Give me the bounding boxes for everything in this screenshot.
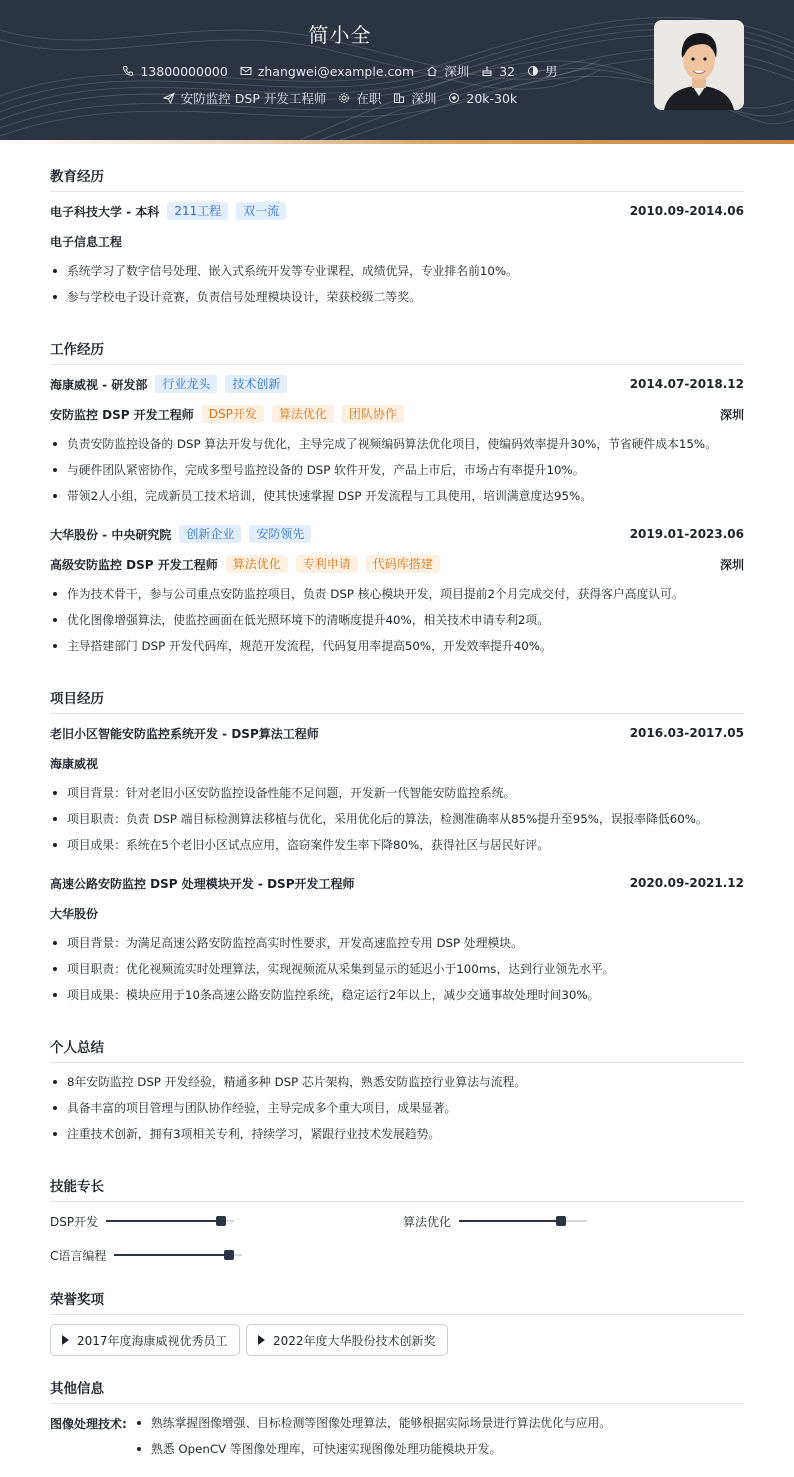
education-bullet: 系统学习了数字信号处理、嵌入式系统开发等专业课程，成绩优异，专业排名前10%。 (50, 263, 744, 279)
avatar-portrait (654, 20, 744, 110)
summary-bullet: 注重技术创新，拥有3项相关专利，持续学习，紧跟行业技术发展趋势。 (50, 1126, 744, 1142)
age-text: 32 (499, 63, 516, 79)
project-bullet: 项目职责：优化视频流实时处理算法，实现视频流从采集到显示的延迟小于100ms，达到行业领先水平。 (50, 961, 744, 977)
skill-level-bar (114, 1254, 242, 1256)
job-city: 深圳 (719, 557, 744, 572)
status-item (338, 89, 381, 107)
play-triangle-icon (258, 1335, 265, 1345)
job-role: 安防监控 DSP 开发工程师 (50, 407, 194, 422)
project-bullet: 项目成果：系统在5个老旧小区试点应用，盗窃案件发生率下降80%，获得社区与居民好评。 (50, 837, 744, 853)
school-tag: 211工程 (167, 202, 228, 220)
job-role-row (50, 405, 744, 423)
other-section-title: 其他信息 (50, 1377, 744, 1404)
job-intent-row (0, 89, 680, 107)
education-bullet: 参与学校电子设计竞赛，负责信号处理模块设计，荣获校级二等奖。 (50, 289, 744, 305)
project-company: 大华股份 (50, 906, 99, 921)
project-company: 海康威视 (50, 756, 99, 771)
location-item (426, 62, 469, 80)
projects-section-title: 项目经历 (50, 687, 744, 714)
other-label: 图像处理技术: (50, 1417, 127, 1431)
project-header-row (50, 724, 744, 742)
profile-photo (654, 20, 744, 110)
status-text: 在职 (356, 91, 382, 106)
education-date: 2010.09-2014.06 (629, 204, 744, 218)
gender-text: 男 (545, 64, 558, 79)
skill-name: DSP开发 (50, 1214, 99, 1229)
major-name: 电子信息工程 (50, 234, 123, 249)
skills-section-title: 技能专长 (50, 1175, 744, 1202)
job-role: 高级安防监控 DSP 开发工程师 (50, 557, 218, 572)
target-city-text: 深圳 (411, 91, 437, 106)
role-tag: 专利申请 (296, 555, 358, 573)
honors-section-title: 荣誉奖项 (50, 1288, 744, 1315)
project-header-row (50, 874, 744, 892)
project-name: 高速公路安防监控 DSP 处理模块开发 - DSP开发工程师 (50, 876, 355, 891)
job-bullet: 主导搭建部门 DSP 开发代码库，规范开发流程，代码复用率提高50%，开发效率提升40%。 (50, 638, 744, 654)
project-name: 老旧小区智能安防监控系统开发 - DSP算法工程师 (50, 726, 319, 741)
project-bullet: 项目职责：负责 DSP 端目标检测算法移植与优化，采用优化后的算法，检测准确率从85%提升至95%，误报率降低60%。 (50, 811, 744, 827)
skill-level-fill (459, 1220, 561, 1222)
job-header-row (50, 525, 744, 543)
company-tag: 技术创新 (225, 375, 287, 393)
skill-item (50, 1246, 242, 1264)
education-section-title: 教育经历 (50, 165, 744, 192)
role-tag: DSP开发 (202, 405, 264, 423)
job-bullet: 带领2人小组，完成新员工技术培训，使其快速掌握 DSP 开发流程与工具使用，培训满意度达95%。 (50, 488, 744, 504)
location-text: 深圳 (444, 64, 470, 79)
job-target-text: 安防监控 DSP 开发工程师 (180, 91, 327, 106)
phone-item (122, 64, 227, 79)
summary-bullet: 8年安防监控 DSP 开发经验，精通多种 DSP 芯片架构，熟悉安防监控行业算法与流程。 (50, 1074, 744, 1090)
job-bullet: 与硬件团队紧密协作，完成多型号监控设备的 DSP 软件开发，产品上市后，市场占有率提升10%。 (50, 462, 744, 478)
gender-item (527, 62, 558, 80)
job-date: 2014.07-2018.12 (629, 377, 744, 391)
phone-text: 13800000000 (140, 63, 228, 79)
mail-icon (240, 65, 252, 77)
honor-item (246, 1324, 448, 1356)
job-city: 深圳 (719, 407, 744, 422)
contact-info-row (0, 62, 680, 80)
job-target-item (163, 89, 327, 107)
company-tag: 行业龙头 (155, 375, 217, 393)
company-name: 大华股份 - 中央研究院 (50, 527, 172, 542)
email-item (240, 64, 414, 79)
salary-text: 20k-30k (466, 90, 518, 106)
gear-icon (338, 92, 350, 104)
school-name: 电子科技大学 - 本科 (50, 204, 160, 219)
role-tag: 算法优化 (272, 405, 334, 423)
skill-level-bar (459, 1220, 587, 1222)
home-icon (426, 65, 438, 77)
other-bullet: 熟悉 OpenCV 等图像处理库，可快速实现图像处理功能模块开发。 (134, 1441, 744, 1457)
company-tag: 安防领先 (249, 525, 311, 543)
summary-section-title: 个人总结 (50, 1036, 744, 1063)
project-bullet: 项目背景：针对老旧小区安防监控设备性能不足问题，开发新一代智能安防监控系统。 (50, 785, 744, 801)
skill-level-fill (114, 1254, 229, 1256)
skill-item (50, 1212, 234, 1230)
gender-icon (527, 65, 539, 77)
other-bullet: 熟练掌握图像增强、目标检测等图像处理算法，能够根据实际场景进行算法优化与应用。 (134, 1415, 744, 1431)
job-header-row (50, 375, 744, 393)
school-tag: 双一流 (236, 202, 286, 220)
skill-level-fill (106, 1220, 221, 1222)
skill-level-knob (224, 1250, 234, 1260)
skill-item (403, 1212, 587, 1230)
job-date: 2019.01-2023.06 (629, 527, 744, 541)
role-tag: 团队协作 (342, 405, 404, 423)
summary-bullet: 具备丰富的项目管理与团队协作经验，主导完成多个重大项目，成果显著。 (50, 1100, 744, 1116)
coin-icon (448, 92, 460, 104)
phone-icon (122, 65, 134, 77)
project-company-row (50, 754, 744, 772)
candidate-name: 简小全 (308, 23, 372, 47)
salary-item (448, 91, 517, 106)
job-bullet: 作为技术骨干，参与公司重点安防监控项目，负责 DSP 核心模块开发，项目提前2个月完成交付，获得客户高度认可。 (50, 586, 744, 602)
job-bullet: 优化图像增强算法，使监控画面在低光照环境下的清晰度提升40%，相关技术申请专利2项。 (50, 612, 744, 628)
age-item (481, 64, 515, 79)
job-bullet: 负责安防监控设备的 DSP 算法开发与优化，主导完成了视频编码算法优化项目，使编码效率提升30%，节省硬件成本15%。 (50, 436, 744, 452)
role-tag: 算法优化 (226, 555, 288, 573)
major-row (50, 232, 744, 250)
education-header-row (50, 202, 744, 220)
skill-level-bar (106, 1220, 234, 1222)
job-role-row (50, 555, 744, 573)
honor-text: 2022年度大华股份技术创新奖 (273, 1333, 436, 1348)
email-text: zhangwei@example.com (257, 63, 415, 79)
project-bullet: 项目成果：模块应用于10条高速公路安防监控系统，稳定运行2年以上，减少交通事故处理时间30%。 (50, 987, 744, 1003)
company-name: 海康威视 - 研发部 (50, 377, 148, 392)
target-city-item (393, 89, 436, 107)
role-tag: 代码库搭建 (366, 555, 440, 573)
project-bullet: 项目背景：为满足高速公路安防监控高实时性要求，开发高速监控专用 DSP 处理模块。 (50, 935, 744, 951)
project-date: 2020.09-2021.12 (629, 876, 744, 890)
company-tag: 创新企业 (179, 525, 241, 543)
cake-icon (481, 65, 493, 77)
send-icon (163, 92, 175, 104)
skill-level-knob (556, 1216, 566, 1226)
play-triangle-icon (62, 1335, 69, 1345)
building-icon (393, 92, 405, 104)
work-section-title: 工作经历 (50, 338, 744, 365)
header-accent-bar (0, 140, 794, 144)
skill-name: C语言编程 (50, 1248, 107, 1263)
honor-item (50, 1324, 240, 1356)
skill-level-knob (216, 1216, 226, 1226)
skill-name: 算法优化 (403, 1214, 452, 1229)
project-company-row (50, 904, 744, 922)
honor-text: 2017年度海康威视优秀员工 (77, 1333, 228, 1348)
project-date: 2016.03-2017.05 (629, 726, 744, 740)
